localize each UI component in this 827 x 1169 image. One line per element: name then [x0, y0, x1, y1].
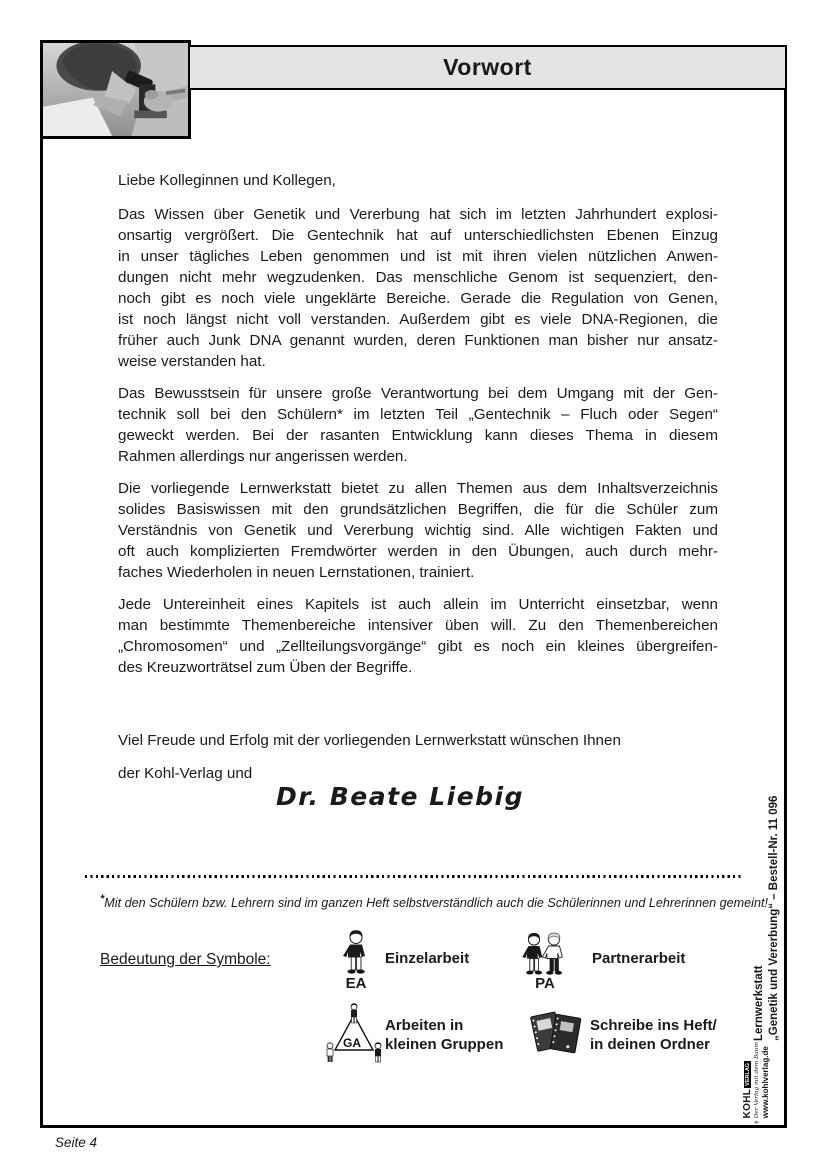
logo-name: KOHL	[742, 1088, 753, 1119]
dotted-divider	[85, 875, 742, 878]
text-line: geweckt werden. Bei der rasanten Entwicklung kann dieses Thema in diesem	[118, 427, 718, 444]
symbol-label-gruppenarbeit	[385, 1016, 503, 1054]
text-line: früher auch Junk DNA genannt wurden, deren Funktionen man bisher nur ansatz-	[118, 332, 718, 349]
text-line: oft auch komplizierten Fremdwörter werden in den Übungen, auch durch mehr-	[118, 543, 718, 560]
symbol-label-einzelarbeit	[385, 949, 469, 968]
paragraph-4	[118, 594, 718, 678]
paragraph-2	[118, 383, 718, 467]
symbol-label-partnerarbeit	[592, 949, 685, 968]
greeting-line: Liebe Kolleginnen und Kollegen,	[118, 172, 336, 189]
paragraph-3	[118, 478, 718, 583]
symbol-label-heft	[590, 1016, 717, 1054]
author-signature: Dr. Beate Liebig	[276, 782, 525, 811]
text-line: dungen nicht mehr wegzudenken. Das menschliche Genom ist sequenziert, den-	[118, 269, 718, 286]
text-line: Partnerarbeit	[592, 950, 686, 967]
notebooks-icon	[528, 1008, 582, 1063]
text-line: solides Basiswissen mit den grundsätzlichen Begriffen, die für die Schüler zum	[118, 501, 718, 518]
symbol-code-pa: PA	[535, 975, 555, 992]
text-line: Rahmen allerdings nur angerissen werden.	[118, 448, 408, 465]
text-line: technik soll bei den Schülern* im letzten Teil „Gentechnik – Fluch oder Segen“	[118, 406, 718, 423]
logo-verlag-box: VERLAG	[744, 1062, 751, 1086]
text-line: in deinen Ordner	[590, 1036, 711, 1053]
closing-line: Viel Freude und Erfolg mit der vorliegenden Lernwerkstatt wünschen Ihnen	[118, 732, 621, 749]
text-line: in unser tägliches Leben genommen und ist mit ihren vielen nützlichen Anwen-	[118, 248, 718, 265]
group-triangle-icon	[323, 1003, 385, 1070]
text-line: Das Wissen über Genetik und Vererbung hat sich im letzten Jahrhundert explosi-	[118, 206, 718, 223]
text-line: ist noch längst nicht voll verstanden. Außerdem gibt es viele DNA-Regionen, die	[118, 311, 718, 328]
text-line: des Kreuzworträtsel zum Üben der Begriffe.	[118, 659, 413, 676]
logo-website: www.kohlverlag.de	[761, 1046, 770, 1119]
publisher-logo	[742, 1042, 786, 1124]
text-line: faches Wiederholen in neuen Lernstationen, trainiert.	[118, 564, 475, 581]
page-title: Vorwort	[443, 54, 532, 80]
text-line: Arbeiten in	[385, 1017, 464, 1034]
symbol-code-ea: EA	[345, 975, 367, 992]
single-person-icon	[338, 929, 374, 980]
footnote-asterisk: *	[100, 893, 105, 905]
footnote	[100, 893, 768, 911]
text-line: noch gibt es noch viele ungeklärte Bereiche. Gerade die Regulation von Genen,	[118, 290, 718, 307]
publisher-line: der Kohl-Verlag und	[118, 765, 253, 782]
sidebar-series: Lernwerkstatt	[753, 965, 765, 1041]
text-line: weise verstanden hat.	[118, 353, 266, 370]
symbols-heading: Bedeutung der Symbole:	[100, 951, 271, 968]
tree-logo-icon	[743, 1120, 770, 1124]
child-with-microscope-photo	[40, 40, 191, 139]
text-line: Einzelarbeit	[385, 950, 470, 967]
text-line: Schreibe ins Heft/	[590, 1017, 717, 1034]
microscope-photo-art	[43, 43, 188, 136]
svg-text:GA: GA	[343, 1036, 361, 1050]
text-line: Jede Untereinheit eines Kapitels ist auch allein im Unterricht einsetzbar, wenn	[118, 596, 718, 613]
preface-text	[118, 170, 718, 811]
text-line: kleinen Gruppen	[385, 1036, 504, 1053]
page-number: Seite 4	[55, 1135, 98, 1150]
text-line: „Chromosomen“ und „Zellteilungsvorgänge“ gibt es noch ein kleines übergreifen-	[118, 638, 718, 655]
paragraph-1	[118, 204, 718, 372]
text-line: Das Bewusstsein für unsere große Verantwortung bei dem Umgang mit der Gen-	[118, 385, 718, 402]
footnote-text: Mit den Schülern bzw. Lehrern sind im ganzen Heft selbstverständlich auch die Schülerinnen und Lehrerinnen gemeint!	[104, 896, 768, 911]
logo-slogan: Der Verlag mit dem Baum	[754, 1042, 760, 1119]
title-bar	[188, 45, 787, 90]
sidebar-title-order: „Genetik und Vererbung“ – Bestell-Nr. 11 096	[768, 795, 780, 1041]
text-line: man bestimmte Themenbereiche intensiver üben will. Zu den Themenbereichen	[118, 617, 718, 634]
text-line: Verständnis von Genetik und Vererbung wichtig sind. Alle wichtigen Fakten und	[118, 522, 718, 539]
sidebar-order-info	[752, 779, 786, 1041]
text-line: onsartig vergrößert. Die Gentechnik hat auf unterschiedlichsten Ebenen Einzug	[118, 227, 718, 244]
text-line: Die vorliegende Lernwerkstatt bietet zu allen Themen aus dem Inhaltsverzeichnis	[118, 480, 718, 497]
